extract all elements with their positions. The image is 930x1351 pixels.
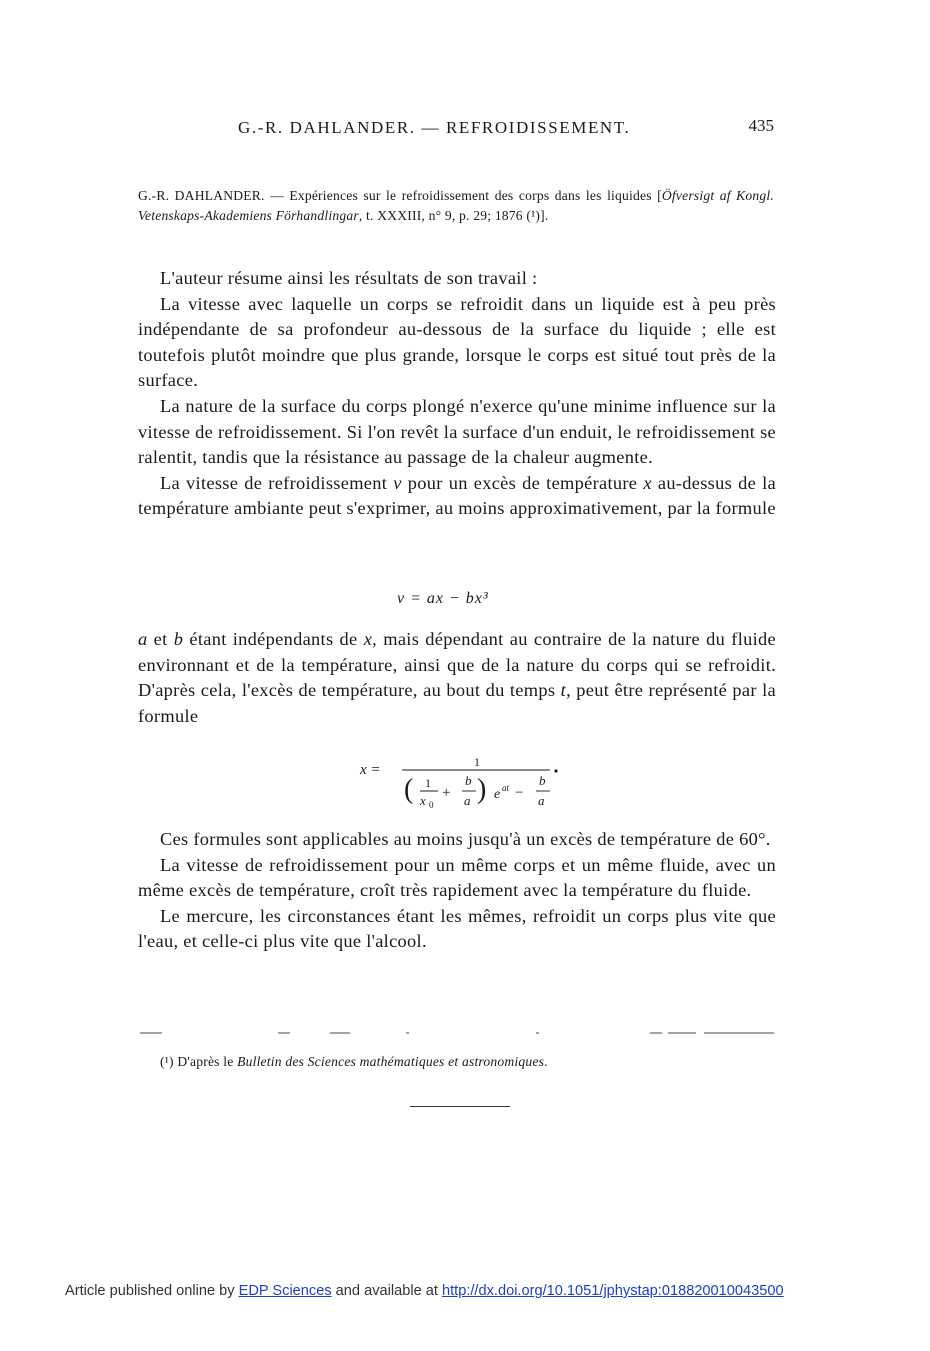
paragraph-2: La vitesse avec laquelle un corps se refroidit dans un liquide est à peu près indépendante de sa profondeur au-dessous de la surface du liquide ; elle est toutefois plutôt moindre que plus grande, lorsque le corps est situé tout près de la surface. xyxy=(138,293,776,391)
f2-b2: b xyxy=(539,773,546,788)
footnote xyxy=(160,1054,548,1070)
text-block-1 xyxy=(138,266,776,522)
var-x: x xyxy=(363,629,373,649)
credit-middle: and available at xyxy=(331,1283,442,1299)
f2-a1: a xyxy=(464,793,471,808)
end-rule xyxy=(410,1106,510,1107)
paragraph-1: L'auteur résume ainsi les résultats de son travail : xyxy=(160,268,538,288)
p4-part: au-dessus de la température ambiante peut s'exprimer, au moins approximativement, par la formule xyxy=(138,472,776,519)
f2-exp-e: e xyxy=(494,787,501,802)
var-v: v xyxy=(393,472,402,493)
var-b: b xyxy=(173,629,184,649)
f2-lhs: x = xyxy=(360,762,381,778)
p5-part: , peut être représenté par la formule xyxy=(138,680,776,726)
footnote-mark: (¹) D'après le xyxy=(160,1054,238,1069)
var-t: t xyxy=(560,680,567,701)
citation-lead: G.-R. DAHLANDER. — Expériences sur le refroidissement des corps dans les liquides [ xyxy=(138,188,662,203)
citation-tail: , t. XXXIII, n° 9, p. 29; 1876 (¹)]. xyxy=(358,208,549,223)
text-block-2 xyxy=(138,627,776,729)
footnote-rule xyxy=(138,1032,774,1034)
paragraph-6: Ces formules sont applicables au moins jusqu'à un excès de température de 60°. xyxy=(160,829,771,849)
f2-paren-close: ) xyxy=(477,774,487,805)
p4-part: La vitesse de refroidissement xyxy=(160,472,394,493)
p4-part: pour un excès de température xyxy=(401,472,644,493)
running-head: G.-R. DAHLANDER. — REFROIDISSEMENT. xyxy=(238,118,631,137)
footnote-title: Bulletin des Sciences mathématiques et astronomiques xyxy=(237,1054,545,1069)
paragraph-4 xyxy=(138,471,776,522)
publisher-link[interactable]: EDP Sciences xyxy=(238,1283,332,1299)
f2-paren-open: ( xyxy=(404,774,414,805)
f2-exp: at xyxy=(502,783,510,793)
paragraph-3: La nature de la surface du corps plongé n'exerce qu'une minime influence sur la vitesse de refroidissement. Si l'on revêt la surface d'un enduit, le refroidissement se ralentit, tandis que la résistance au passage de la chaleur augmente. xyxy=(138,395,776,468)
f2-minus: − xyxy=(515,785,524,801)
doi-link[interactable]: http://dx.doi.org/10.1051/jphystap:018820010043500 xyxy=(441,1283,784,1299)
paragraph-5 xyxy=(138,627,776,729)
p5-part: étant indépendants de xyxy=(183,629,364,649)
f2-period xyxy=(554,769,557,772)
footnote-end: . xyxy=(544,1054,548,1069)
p5-part: et xyxy=(147,629,174,649)
credit-prefix: Article published online by xyxy=(65,1283,239,1299)
page-header xyxy=(138,114,774,142)
paragraph-7: La vitesse de refroidissement pour un même corps et un même fluide, avec un même excès de température, croît très rapidement avec la température du fluide. xyxy=(138,854,776,901)
f2-b1: b xyxy=(465,773,472,788)
var-a: a xyxy=(138,629,148,649)
f2-a2: a xyxy=(538,793,545,808)
f2-one: 1 xyxy=(474,755,480,769)
text-block-3 xyxy=(138,827,776,955)
citation-journal: Öfversigt af Kongl. Vetenskaps-Akademiens Förhandlingar xyxy=(138,188,774,223)
f2-plus: + xyxy=(442,785,451,801)
f2-x0-den: x xyxy=(420,793,426,808)
formula-excess-temperature xyxy=(358,752,568,812)
page-number: 435 xyxy=(748,116,774,135)
citation xyxy=(138,186,774,226)
p5-part: , mais dépendant au contraire de la nature du fluide environnant et de la température, ainsi que de la nature du corps qui se refroidit. D'après cela, l'excès de température, au bout du temps xyxy=(138,629,776,701)
f2-x0-num: 1 xyxy=(425,776,431,790)
formula-velocity: v = ax − bx³ xyxy=(397,590,489,607)
var-x: x xyxy=(643,472,652,493)
publisher-credit xyxy=(65,1283,784,1299)
f2-x0-sub: 0 xyxy=(429,800,434,810)
paragraph-8: Le mercure, les circonstances étant les mêmes, refroidit un corps plus vite que l'eau, et celle-ci plus vite que l'alcool. xyxy=(138,905,776,952)
